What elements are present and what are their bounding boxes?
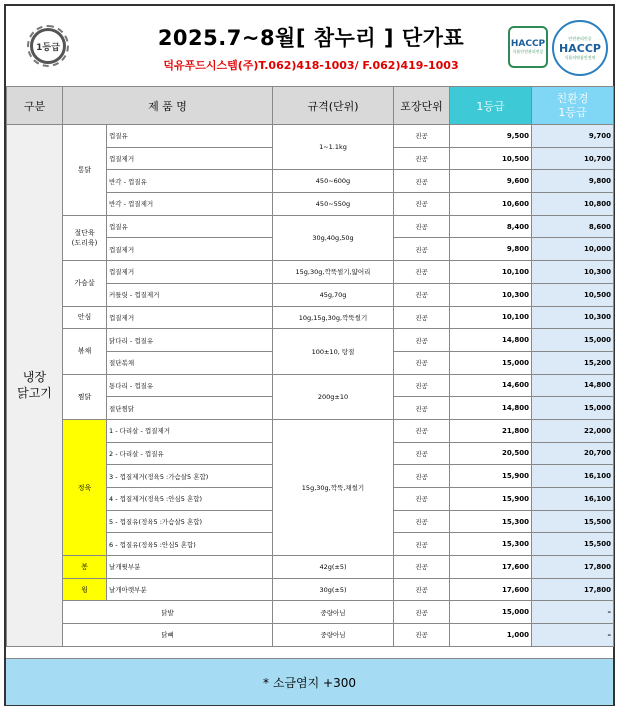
eco-grade1-price: 15,500 xyxy=(532,533,614,556)
product-name: 5 - 껍질유(정육5 :가슴살5 혼합) xyxy=(107,510,273,533)
col-product: 제 품 명 xyxy=(63,87,273,125)
unit-cell: 진공 xyxy=(394,488,450,511)
spec-cell: 1~1.1kg xyxy=(273,125,394,170)
unit-cell: 진공 xyxy=(394,465,450,488)
table-header-row xyxy=(7,87,614,125)
table-row xyxy=(7,578,614,601)
product-name: 날개윗부분 xyxy=(107,556,273,579)
product-name: 껍질제거 xyxy=(107,147,273,170)
table-row xyxy=(7,556,614,579)
grade1-price: 20,500 xyxy=(450,442,532,465)
haccp-logo xyxy=(508,26,548,68)
spec-cell: 10g,15g,30g,깍뚝썰기 xyxy=(273,306,394,329)
product-name: 껍질유 xyxy=(107,125,273,148)
product-name: 닭뼈 xyxy=(63,624,273,647)
product-name: 날개아랫부분 xyxy=(107,578,273,601)
grade1-price: 21,800 xyxy=(450,419,532,442)
unit-cell: 진공 xyxy=(394,238,450,261)
grade1-price: 15,900 xyxy=(450,465,532,488)
product-name: 껍질제거 xyxy=(107,306,273,329)
product-name: 껍질제거 xyxy=(107,261,273,284)
eco-grade1-price: 10,800 xyxy=(532,193,614,216)
eco-grade1-price: 22,000 xyxy=(532,419,614,442)
grade-1-logo xyxy=(30,28,66,64)
unit-cell: 진공 xyxy=(394,510,450,533)
col-unit: 포장단위 xyxy=(394,87,450,125)
group-cell: 정육 xyxy=(63,419,107,555)
unit-cell: 진공 xyxy=(394,147,450,170)
unit-cell: 진공 xyxy=(394,193,450,216)
unit-cell: 진공 xyxy=(394,215,450,238)
spec-cell: 15g,30g,깍뚝,채썰기 xyxy=(273,419,394,555)
spec-cell: 200g±10 xyxy=(273,374,394,419)
group-cell: 절단육 (도리육) xyxy=(63,215,107,260)
eco-grade1-price: – xyxy=(532,624,614,647)
group-cell: 윙 xyxy=(63,578,107,601)
col-category: 구분 xyxy=(7,87,63,125)
product-name: 6 - 껍질유(정육5 :안심5 혼합) xyxy=(107,533,273,556)
spec-cell: 450~600g xyxy=(273,170,394,193)
eco-grade1-price: 15,500 xyxy=(532,510,614,533)
col-eco-grade1 xyxy=(532,87,614,125)
spec-cell: 15g,30g,깍뚝썰기,얇어리 xyxy=(273,261,394,284)
spec-cell: 45g,70g xyxy=(273,283,394,306)
product-name: 반각 - 껍질유 xyxy=(107,170,273,193)
footer-note: * 소금염지 +300 xyxy=(6,658,613,705)
col-grade1: 1등급 xyxy=(450,87,532,125)
product-name: 절단볶채 xyxy=(107,351,273,374)
grade1-price: 1,000 xyxy=(450,624,532,647)
product-name: 껍질유 xyxy=(107,215,273,238)
grade-logo-text: 1등급 xyxy=(36,42,60,53)
unit-cell: 진공 xyxy=(394,442,450,465)
eco-grade1-price: 20,700 xyxy=(532,442,614,465)
product-name: 1 - 다리살 - 껍질제거 xyxy=(107,419,273,442)
company-contact: 덕유푸드시스템(주)T.062)418-1003/ F.062)419-1003 xyxy=(163,59,459,72)
grade1-price: 10,500 xyxy=(450,147,532,170)
sheet-title: 2025.7~8월[ 참누리 ] 단가표 xyxy=(157,26,465,50)
group-cell: 통닭 xyxy=(63,125,107,216)
table-row xyxy=(7,624,614,647)
group-cell: 안심 xyxy=(63,306,107,329)
unit-cell: 진공 xyxy=(394,283,450,306)
unit-cell: 진공 xyxy=(394,578,450,601)
grade1-price: 15,000 xyxy=(450,351,532,374)
unit-cell: 진공 xyxy=(394,329,450,352)
unit-cell: 진공 xyxy=(394,351,450,374)
table-row xyxy=(7,215,614,238)
eco-grade1-price: 8,600 xyxy=(532,215,614,238)
eco-grade1-price: 15,200 xyxy=(532,351,614,374)
eco-grade1-price: 17,800 xyxy=(532,556,614,579)
unit-cell: 진공 xyxy=(394,170,450,193)
grade1-price: 10,300 xyxy=(450,283,532,306)
product-name: 4 - 껍질제거(정육5 :안심5 혼합) xyxy=(107,488,273,511)
grade1-price: 14,800 xyxy=(450,397,532,420)
category-cell: 냉장 닭고기 xyxy=(7,125,63,647)
table-row xyxy=(7,419,614,442)
grade1-price: 10,600 xyxy=(450,193,532,216)
eco-grade1-price: 10,300 xyxy=(532,306,614,329)
haccp-safety-text: HACCP xyxy=(559,41,601,55)
price-table xyxy=(6,86,614,647)
eco-grade1-price: 10,700 xyxy=(532,147,614,170)
eco-grade1-price: 15,000 xyxy=(532,329,614,352)
col-spec: 규격(단위) xyxy=(273,87,394,125)
eco-grade1-price: 15,000 xyxy=(532,397,614,420)
col-eco-line2: 1등급 xyxy=(558,105,587,119)
haccp-logo-caption: 식품안전관리인증 xyxy=(512,49,544,54)
eco-grade1-price: 10,500 xyxy=(532,283,614,306)
table-row xyxy=(7,261,614,284)
group-cell: 찜닭 xyxy=(63,374,107,419)
table-row xyxy=(7,306,614,329)
eco-grade1-price: 9,800 xyxy=(532,170,614,193)
eco-grade1-price: 16,100 xyxy=(532,465,614,488)
grade1-price: 17,600 xyxy=(450,578,532,601)
unit-cell: 진공 xyxy=(394,556,450,579)
spec-cell: 중량아님 xyxy=(273,624,394,647)
eco-grade1-price: 17,800 xyxy=(532,578,614,601)
grade1-price: 14,800 xyxy=(450,329,532,352)
eco-grade1-price: – xyxy=(532,601,614,624)
product-name: 절단찜닭 xyxy=(107,397,273,420)
group-cell: 볶채 xyxy=(63,329,107,374)
grade1-price: 17,600 xyxy=(450,556,532,579)
group-cell: 봉 xyxy=(63,556,107,579)
table-row xyxy=(7,601,614,624)
price-sheet xyxy=(4,4,615,706)
sheet-header xyxy=(6,6,613,84)
eco-grade1-price: 14,800 xyxy=(532,374,614,397)
table-body xyxy=(7,125,614,647)
grade1-price: 15,300 xyxy=(450,533,532,556)
grade1-price: 9,800 xyxy=(450,238,532,261)
unit-cell: 진공 xyxy=(394,533,450,556)
product-name: 껍질제거 xyxy=(107,238,273,261)
table-row xyxy=(7,374,614,397)
grade1-price: 14,600 xyxy=(450,374,532,397)
product-name: 커틀릿 - 껍질제거 xyxy=(107,283,273,306)
grade1-price: 9,600 xyxy=(450,170,532,193)
product-name: 통다리 - 껍질유 xyxy=(107,374,273,397)
eco-grade1-price: 10,000 xyxy=(532,238,614,261)
table-row xyxy=(7,125,614,148)
spec-cell: 42g(±5) xyxy=(273,556,394,579)
spec-cell: 100±10, 탕절 xyxy=(273,329,394,374)
grade1-price: 15,900 xyxy=(450,488,532,511)
product-name: 닭발 xyxy=(63,601,273,624)
grade1-price: 15,000 xyxy=(450,601,532,624)
grade1-price: 10,100 xyxy=(450,306,532,329)
grade1-price: 15,300 xyxy=(450,510,532,533)
haccp-safety-top: 안전관리인증 xyxy=(568,35,592,41)
grade1-price: 8,400 xyxy=(450,215,532,238)
unit-cell: 진공 xyxy=(394,624,450,647)
unit-cell: 진공 xyxy=(394,419,450,442)
unit-cell: 진공 xyxy=(394,261,450,284)
spec-cell: 450~550g xyxy=(273,193,394,216)
unit-cell: 진공 xyxy=(394,125,450,148)
table-row xyxy=(7,329,614,352)
product-name: 3 - 껍질제거(정육5 :가슴살5 혼합) xyxy=(107,465,273,488)
unit-cell: 진공 xyxy=(394,374,450,397)
group-cell: 가슴살 xyxy=(63,261,107,306)
eco-grade1-price: 16,100 xyxy=(532,488,614,511)
unit-cell: 진공 xyxy=(394,397,450,420)
spec-cell: 중량아님 xyxy=(273,601,394,624)
product-name: 닭다리 - 껍질유 xyxy=(107,329,273,352)
spec-cell: 30g,40g,50g xyxy=(273,215,394,260)
product-name: 2 - 다리살 - 껍질유 xyxy=(107,442,273,465)
grade1-price: 10,100 xyxy=(450,261,532,284)
product-name: 반각 - 껍질제거 xyxy=(107,193,273,216)
col-eco-line1: 친환경 xyxy=(556,92,589,106)
spec-cell: 30g(±5) xyxy=(273,578,394,601)
eco-grade1-price: 10,300 xyxy=(532,261,614,284)
eco-grade1-price: 9,700 xyxy=(532,125,614,148)
unit-cell: 진공 xyxy=(394,306,450,329)
haccp-safety-caption: 식품의약품안전처 xyxy=(564,54,596,60)
haccp-safety-logo xyxy=(552,20,608,76)
unit-cell: 진공 xyxy=(394,601,450,624)
grade1-price: 9,500 xyxy=(450,125,532,148)
haccp-logo-text: HACCP xyxy=(510,39,546,49)
